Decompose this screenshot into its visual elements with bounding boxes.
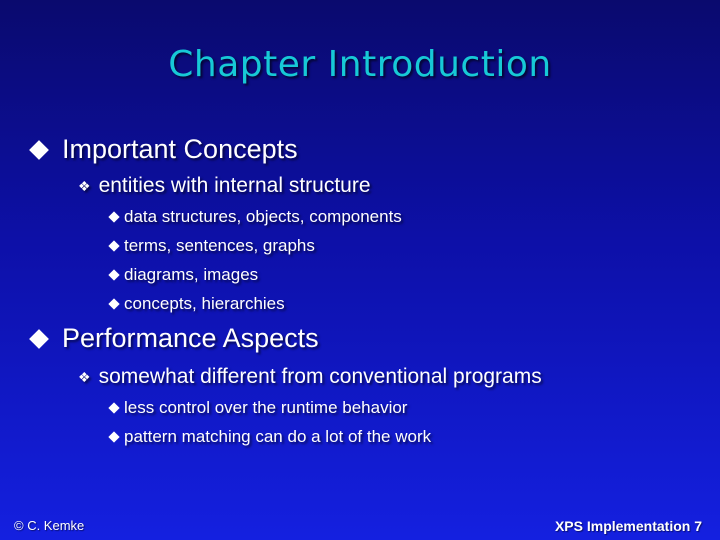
bullet-level1	[32, 134, 298, 165]
bullet-level2	[78, 174, 371, 198]
bullet-level1	[32, 323, 319, 354]
bullet-level3	[110, 265, 258, 285]
diamond-bullet-icon	[108, 402, 119, 413]
bullet-level2	[78, 365, 542, 389]
bullet-level3	[110, 294, 285, 314]
diamond-bullet-icon	[108, 431, 119, 442]
list-item: data structures, objects, components	[124, 207, 402, 226]
footer-author: © C. Kemke	[14, 518, 85, 533]
bullet-level3	[110, 207, 402, 227]
section-subheading: somewhat different from conventional programs	[98, 365, 542, 388]
checkmark-bullet-icon: ❖	[78, 369, 91, 385]
diamond-bullet-icon	[29, 329, 49, 349]
list-item: less control over the runtime behavior	[124, 398, 408, 417]
bullet-level3	[110, 427, 431, 447]
slide-title: Chapter Introduction	[168, 44, 552, 85]
diamond-bullet-icon	[108, 269, 119, 280]
diamond-bullet-icon	[29, 140, 49, 160]
diamond-bullet-icon	[108, 211, 119, 222]
diamond-bullet-icon	[108, 240, 119, 251]
bullet-level3	[110, 398, 407, 418]
list-item: pattern matching can do a lot of the work	[124, 427, 432, 446]
bullet-level3	[110, 236, 315, 256]
list-item: diagrams, images	[124, 265, 259, 284]
section-heading: Important Concepts	[62, 134, 298, 164]
diamond-bullet-icon	[108, 298, 119, 309]
section-heading: Performance Aspects	[62, 323, 319, 353]
footer-slide-label: XPS Implementation 7	[554, 518, 702, 534]
section-subheading: entities with internal structure	[98, 174, 371, 197]
checkmark-bullet-icon: ❖	[78, 178, 91, 194]
list-item: concepts, hierarchies	[124, 294, 285, 313]
list-item: terms, sentences, graphs	[124, 236, 315, 255]
